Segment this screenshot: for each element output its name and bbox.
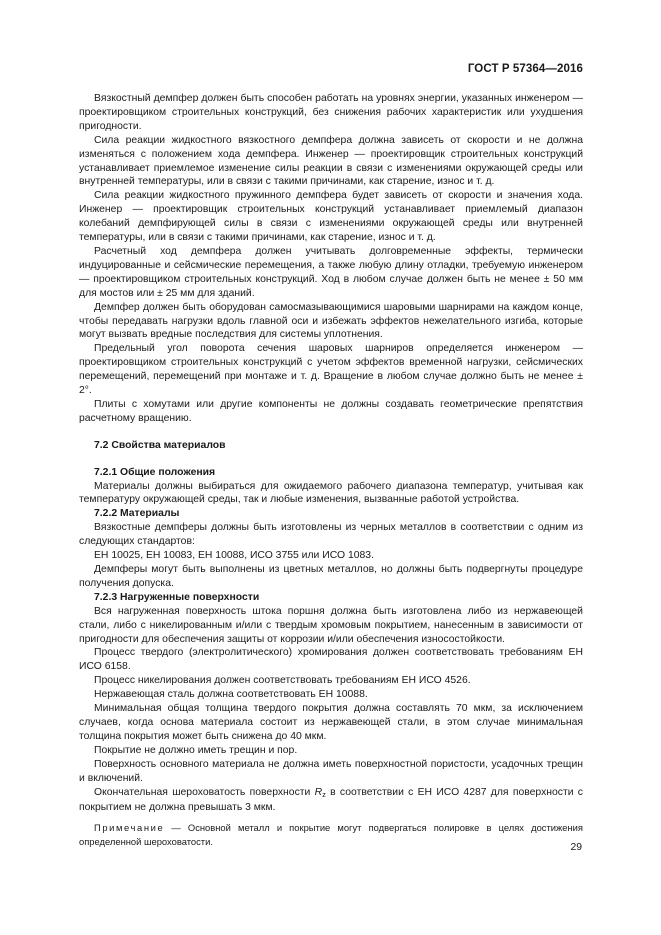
note-label: Примечание bbox=[94, 822, 165, 834]
standard-header: ГОСТ Р 57364—2016 bbox=[467, 63, 583, 75]
paragraph: Вязкостные демпферы должны быть изготовлены из черных металлов в соответствии с одним из следующих стандартов: bbox=[79, 522, 583, 548]
paragraph: Вся нагруженная поверхность штока поршня должна быть изготовлена либо из нержавеющей стали, либо с никелированным и/или с твердым хромовым покрытием, нанесенным в зависимости от пригодности для обеспечения защиты от коррозии и/или обеспечения износостойкости. bbox=[79, 605, 583, 645]
subsection-heading-7-2-3: 7.2.3 Нагруженные поверхности bbox=[94, 591, 260, 603]
section-heading-7-2: 7.2 Свойства материалов bbox=[94, 439, 226, 451]
paragraph: Минимальная общая толщина твердого покрытия должна составлять 70 мкм, за исключением случаев, когда основа материала состоит из нержавеющей стали, в этом случае минимальная толщина покрытия может быть снижена до 40 мкм. bbox=[79, 703, 583, 742]
paragraph: Демпферы могут быть выполнены из цветных металлов, но должны быть подвергнуты процедуре получения допуска. bbox=[79, 564, 583, 589]
paragraph: Плиты с хомутами или другие компоненты не должны создавать геометрические препятствия расчетному вращению. bbox=[79, 398, 583, 424]
paragraph: Покрытие не должно иметь трещин и пор. bbox=[94, 744, 298, 756]
paragraph: Расчетный ход демпфера должен учитывать долговременные эффекты, термически индуцированные и сейсмические перемещения, а также любую длину отладки, требуемую инженером — проектировщиком строительных конструкций. Ход в любом случае должен быть не менее ± 50 мм для мостов или ± 25 мм для зданий. bbox=[79, 245, 583, 299]
paragraph: Предельный угол поворота сечения шаровых шарниров определяется инженером — проектировщиком строительных конструкций с учетом эффектов временной нагрузки, сейсмических перемещений, перемещений при монтаже и т. д. Вращение в любом случае должно быть не менее ± 2°. bbox=[79, 343, 583, 397]
note-text: — Основной металл и покрытие могут подвергаться полировке в целях достижения определенной шероховатости. bbox=[79, 822, 583, 847]
paragraph: Процесс твердого (электролитического) хромирования должен соответствовать требованиям ЕН ИСО 6158. bbox=[79, 647, 583, 673]
paragraph: Вязкостный демпфер должен быть способен работать на уровнях энергии, указанных инженером — проектировщиком строительных конструкций, без снижения рабочих характеристик или ухудшения пригодности. bbox=[79, 93, 583, 132]
subsection-heading-7-2-2: 7.2.2 Материалы bbox=[94, 508, 180, 520]
roughness-symbol: R bbox=[314, 786, 323, 798]
subsection-heading-7-2-1: 7.2.1 Общие положения bbox=[94, 466, 216, 478]
paragraph: Демпфер должен быть оборудован самосмазывающимися шаровыми шарнирами на каждом конце, чтобы передавать нагрузки вдоль главной оси и избежать эффектов нежелательного изгиба, которые могут вызвать вредные последствия для системы уплотнения. bbox=[79, 301, 583, 341]
paragraph: Сила реакции жидкостного пружинного демпфера будет зависеть от скорости и значения хода. Инженер — проектировщик строительных конструкций устанавливает приемлемый диапазон колебаний демпфирующей силы в связи с изменениями окружающей среды или внутренней температуры, или в связи с такими причинами, как старение, износ и т. д. bbox=[79, 190, 583, 244]
paragraph: Поверхность основного материала не должна иметь поверхностной пористости, усадочных трещин и включений. bbox=[79, 758, 583, 784]
roughness-text-after: в соответствии с ЕН ИСО 4287 для поверхности с покрытием не должна превышать 3 мкм. bbox=[79, 786, 583, 814]
roughness-text-before: Окончательная шероховатость поверхности bbox=[94, 786, 315, 798]
paragraph: Материалы должны выбираться для ожидаемого рабочего диапазона температур, учитывая как температуру окружающей среды, так и любые изменения, вызванные работой устройства. bbox=[79, 480, 583, 506]
note bbox=[79, 821, 583, 848]
page-number: 29 bbox=[570, 842, 582, 853]
roughness-subscript: z bbox=[322, 789, 326, 799]
paragraph: Сила реакции жидкостного вязкостного демпфера должна зависеть от скорости и не должна изменяться с положением хода демпфера. Инженер — проектировщик строительных конструкций устанавливает приемлемое изменение силы реакции в связи с изменениями окружающей среды или внутренней температуры, или в связи с такими причинами, как старение, износ и т. д. bbox=[79, 134, 583, 188]
standards-list: ЕН 10025, ЕН 10083, ЕН 10088, ИСО 3755 или ИСО 1083. bbox=[94, 550, 374, 562]
paragraph: Нержавеющая сталь должна соответствовать ЕН 10088. bbox=[94, 689, 368, 701]
paragraph: Процесс никелирования должен соответствовать требованиям ЕН ИСО 4526. bbox=[94, 675, 471, 687]
roughness-paragraph bbox=[79, 786, 583, 816]
document-body bbox=[79, 92, 583, 848]
